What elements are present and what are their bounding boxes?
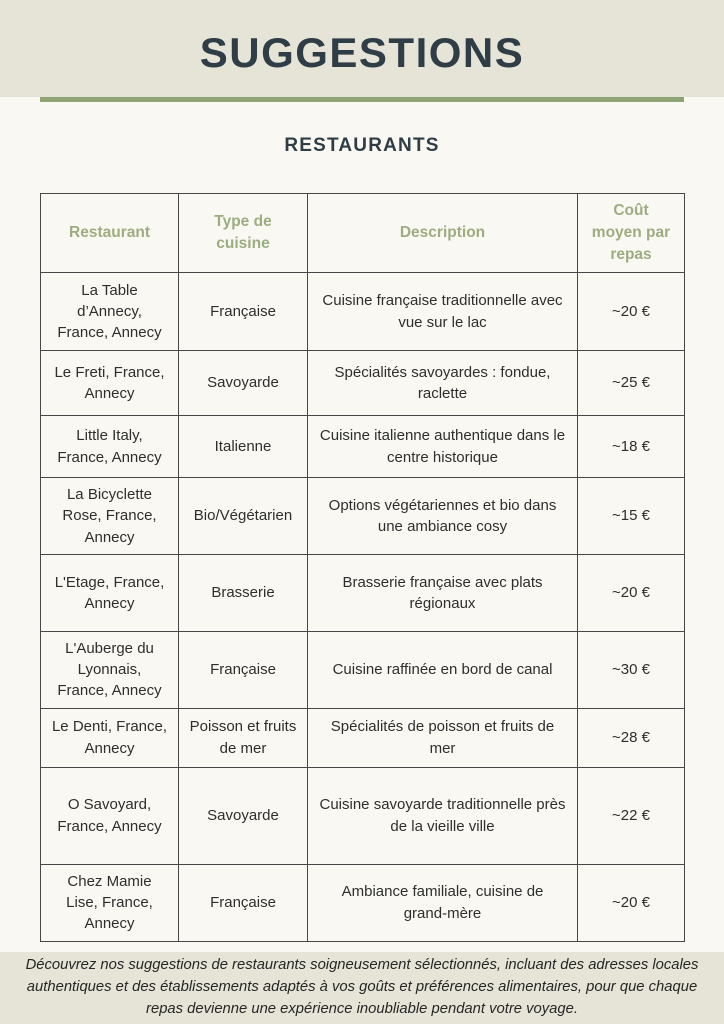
table-row bbox=[41, 416, 685, 478]
restaurant-name-cell: Le Denti, France, Annecy bbox=[41, 708, 179, 767]
footer-text: Découvrez nos suggestions de restaurants soigneusement sélectionnés, incluant des adresses locales authentiques et des établissements adaptés à vos goûts et préférences alimentaires, pour que chaque repas devienne une expérience inoubliable pendant votre voyage. bbox=[25, 957, 699, 1017]
cost-cell: ~20 € bbox=[578, 273, 685, 351]
description-cell: Options végétariennes et bio dans une ambiance cosy bbox=[308, 478, 578, 555]
cost-cell: ~30 € bbox=[578, 631, 685, 708]
description-cell: Cuisine raffinée en bord de canal bbox=[308, 631, 578, 708]
restaurant-name-cell: La Table d’Annecy, France, Annecy bbox=[41, 273, 179, 351]
cuisine-type-cell: Brasserie bbox=[179, 554, 308, 631]
description-cell: Cuisine française traditionnelle avec vue sur le lac bbox=[308, 273, 578, 351]
description-cell: Cuisine savoyarde traditionnelle près de la vieille ville bbox=[308, 767, 578, 864]
header-row bbox=[41, 194, 685, 273]
cuisine-type-cell: Française bbox=[179, 273, 308, 351]
cuisine-type-cell: Savoyarde bbox=[179, 351, 308, 416]
description-cell: Spécialités savoyardes : fondue, raclette bbox=[308, 351, 578, 416]
restaurant-table bbox=[40, 193, 685, 942]
column-header-cost: Coût moyen par repas bbox=[578, 194, 685, 273]
description-cell: Cuisine italienne authentique dans le centre historique bbox=[308, 416, 578, 478]
cuisine-type-cell: Française bbox=[179, 864, 308, 941]
column-header-description: Description bbox=[308, 194, 578, 273]
cuisine-type-cell: Italienne bbox=[179, 416, 308, 478]
restaurant-name-cell: L'Etage, France, Annecy bbox=[41, 554, 179, 631]
accent-divider bbox=[40, 97, 684, 102]
table-row bbox=[41, 631, 685, 708]
table-row bbox=[41, 708, 685, 767]
restaurant-name-cell: Little Italy, France, Annecy bbox=[41, 416, 179, 478]
column-header-cuisine: Type de cuisine bbox=[179, 194, 308, 273]
cost-cell: ~22 € bbox=[578, 767, 685, 864]
restaurant-table-header bbox=[41, 194, 685, 273]
restaurant-name-cell: Le Freti, France, Annecy bbox=[41, 351, 179, 416]
cost-cell: ~20 € bbox=[578, 864, 685, 941]
restaurant-table-body bbox=[41, 273, 685, 942]
restaurant-name-cell: O Savoyard, France, Annecy bbox=[41, 767, 179, 864]
table-row bbox=[41, 864, 685, 941]
header-band bbox=[0, 0, 724, 97]
cuisine-type-cell: Française bbox=[179, 631, 308, 708]
page-title: SUGGESTIONS bbox=[199, 28, 525, 76]
cost-cell: ~25 € bbox=[578, 351, 685, 416]
restaurant-name-cell: L'Auberge du Lyonnais, France, Annecy bbox=[41, 631, 179, 708]
table-row bbox=[41, 351, 685, 416]
description-cell: Spécialités de poisson et fruits de mer bbox=[308, 708, 578, 767]
table-row bbox=[41, 554, 685, 631]
restaurant-name-cell: Chez Mamie Lise, France, Annecy bbox=[41, 864, 179, 941]
cuisine-type-cell: Poisson et fruits de mer bbox=[179, 708, 308, 767]
cost-cell: ~20 € bbox=[578, 554, 685, 631]
cuisine-type-cell: Savoyarde bbox=[179, 767, 308, 864]
section-title: RESTAURANTS bbox=[284, 135, 440, 156]
table-row bbox=[41, 478, 685, 555]
table-row bbox=[41, 767, 685, 864]
column-header-restaurant: Restaurant bbox=[41, 194, 179, 273]
cost-cell: ~18 € bbox=[578, 416, 685, 478]
restaurant-name-cell: La Bicyclette Rose, France, Annecy bbox=[41, 478, 179, 555]
cost-cell: ~15 € bbox=[578, 478, 685, 555]
description-cell: Ambiance familiale, cuisine de grand-mère bbox=[308, 864, 578, 941]
description-cell: Brasserie française avec plats régionaux bbox=[308, 554, 578, 631]
cuisine-type-cell: Bio/Végétarien bbox=[179, 478, 308, 555]
table-row bbox=[41, 273, 685, 351]
footer-band bbox=[0, 952, 724, 1024]
cost-cell: ~28 € bbox=[578, 708, 685, 767]
